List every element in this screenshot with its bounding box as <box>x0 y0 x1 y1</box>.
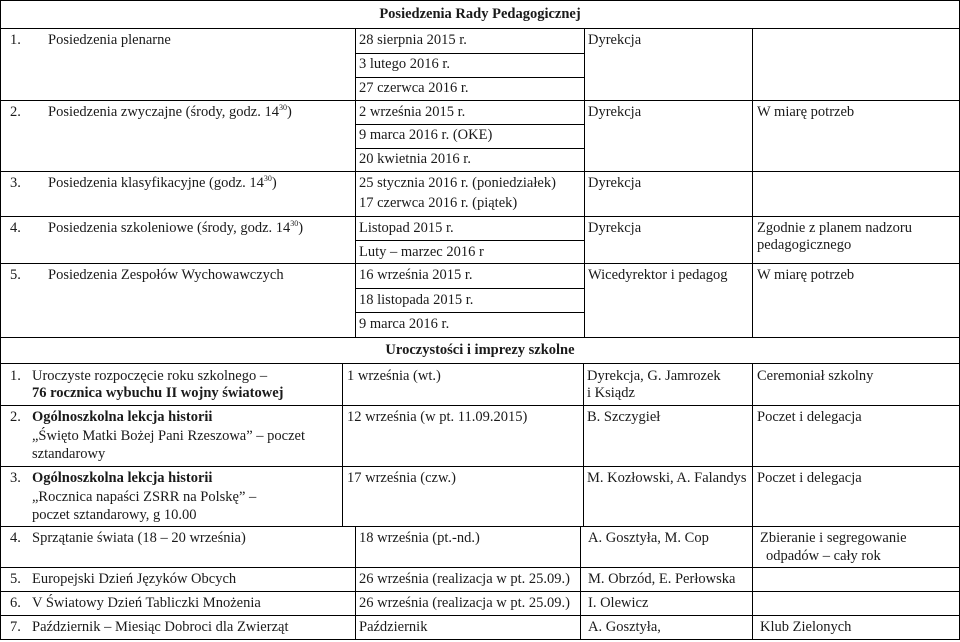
row-name: Październik – Miesiąc Dobroci dla Zwierząt <box>32 619 289 635</box>
row-notes: Poczet i delegacja <box>757 470 862 486</box>
row-responsible: M. Kozłowski, A. Falandys <box>587 470 747 486</box>
rule <box>0 526 960 527</box>
rule <box>584 28 585 337</box>
rule <box>583 363 584 526</box>
row-name: poczet sztandarowy, g 10.00 <box>32 507 197 523</box>
row-notes: Poczet i delegacja <box>757 409 862 425</box>
row-name: Ogólnoszkolna lekcja historii <box>32 470 213 486</box>
row-number: 6. <box>10 595 21 611</box>
row-number: 3. <box>10 175 21 191</box>
rule <box>0 615 960 616</box>
row-date: 20 kwietnia 2016 r. <box>359 151 471 167</box>
row-name: Ogólnoszkolna lekcja historii <box>32 409 213 425</box>
row-name: „Rocznica napaści ZSRR na Polskę” – <box>32 489 257 505</box>
rule <box>580 526 581 639</box>
row-notes: W miarę potrzeb <box>757 267 855 283</box>
row-notes: pedagogicznego <box>757 237 852 253</box>
row-responsible: M. Obrzód, E. Perłowska <box>588 571 736 587</box>
row-number: 7. <box>10 619 21 635</box>
row-name: Sprzątanie świata (18 – 20 września) <box>32 530 246 546</box>
row-date: 2 września 2015 r. <box>359 104 466 120</box>
rule <box>355 28 356 337</box>
row-number: 5. <box>10 571 21 587</box>
row-responsible: i Ksiądz <box>587 385 635 401</box>
row-number: 2. <box>10 104 21 120</box>
row-name: V Światowy Dzień Tabliczki Mnożenia <box>32 595 261 611</box>
row-name: Uroczyste rozpoczęcie roku szkolnego – <box>32 368 268 384</box>
row-number: 5. <box>10 267 21 283</box>
rule <box>752 526 753 639</box>
row-responsible: Wicedyrektor i pedagog <box>588 267 728 283</box>
row-name: sztandarowy <box>32 446 106 462</box>
rule-left <box>0 0 1 640</box>
row-responsible: Dyrekcja, G. Jamrozek <box>587 368 721 384</box>
row-date: 3 lutego 2016 r. <box>359 56 451 72</box>
row-notes: Zbieranie i segregowanie <box>760 530 907 546</box>
row-date: 12 września (w pt. 11.09.2015) <box>347 409 528 425</box>
section-title: Posiedzenia Rady Pedagogicznej <box>379 6 581 22</box>
row-date: 18 września (pt.-nd.) <box>359 530 480 546</box>
row-date: 9 marca 2016 r. (OKE) <box>359 127 493 143</box>
row-name: Posiedzenia Zespołów Wychowawczych <box>48 267 284 283</box>
rule-bottom <box>0 639 960 640</box>
row-number: 4. <box>10 530 21 546</box>
row-notes: odpadów – cały rok <box>766 548 881 564</box>
row-name: 76 rocznica wybuchu II wojny światowej <box>32 385 284 401</box>
row-responsible: Dyrekcja <box>588 220 642 236</box>
row-date: 18 listopada 2015 r. <box>359 292 474 308</box>
row-responsible: A. Gosztyła, <box>588 619 661 635</box>
row-name: Posiedzenia zwyczajne (środy, godz. $14^{30}$) <box>48 103 292 120</box>
rule <box>752 28 753 337</box>
row-responsible: Dyrekcja <box>588 175 642 191</box>
row-notes: Zgodnie z planem nadzoru <box>757 220 913 236</box>
rule <box>0 567 960 568</box>
row-number: 1. <box>10 368 21 384</box>
row-date: 1 września (wt.) <box>347 368 441 384</box>
row-date: Listopad 2015 r. <box>359 220 454 236</box>
rule-top <box>0 0 960 1</box>
row-responsible: A. Gosztyła, M. Cop <box>588 530 709 546</box>
row-notes: Ceremoniał szkolny <box>757 368 874 384</box>
section-title: Uroczystości i imprezy szkolne <box>385 342 575 358</box>
row-date: 25 stycznia 2016 r. (poniedziałek) <box>359 175 556 191</box>
row-date: 28 sierpnia 2015 r. <box>359 32 467 48</box>
row-name: Europejski Dzień Języków Obcych <box>32 571 237 587</box>
row-date: 16 września 2015 r. <box>359 267 473 283</box>
row-date: 26 września (realizacja w pt. 25.09.) <box>359 595 570 611</box>
row-name: Posiedzenia plenarne <box>48 32 171 48</box>
rule <box>355 148 584 149</box>
rule <box>355 53 584 54</box>
rule <box>342 363 343 526</box>
rule <box>0 171 960 172</box>
row-date: Luty – marzec 2016 r <box>359 244 484 260</box>
rule <box>0 263 960 264</box>
rule <box>0 28 960 29</box>
row-number: 1. <box>10 32 21 48</box>
row-responsible: B. Szczygieł <box>587 409 661 425</box>
row-name: „Święto Matki Bożej Pani Rzeszowa” – poczet <box>32 428 306 444</box>
rule <box>355 240 584 241</box>
row-notes: W miarę potrzeb <box>757 104 855 120</box>
row-name: Posiedzenia szkoleniowe (środy, godz. $14^{30}$) <box>48 219 304 236</box>
row-number: 2. <box>10 409 21 425</box>
row-responsible: Dyrekcja <box>588 104 642 120</box>
rule <box>0 216 960 217</box>
rule <box>0 591 960 592</box>
row-number: 4. <box>10 220 21 236</box>
row-date: Październik <box>359 619 428 635</box>
rule <box>0 337 960 338</box>
rule <box>355 124 584 125</box>
rule <box>355 312 584 313</box>
row-date: 17 września (czw.) <box>347 470 456 486</box>
rule <box>0 363 960 364</box>
rule <box>0 405 960 406</box>
row-responsible: Dyrekcja <box>588 32 642 48</box>
rule <box>752 363 753 526</box>
row-date: 26 września (realizacja w pt. 25.09.) <box>359 571 570 587</box>
row-name: Posiedzenia klasyfikacyjne (godz. $14^{30}$) <box>48 174 277 191</box>
rule <box>0 100 960 101</box>
row-date: 9 marca 2016 r. <box>359 316 450 332</box>
row-responsible: I. Olewicz <box>588 595 649 611</box>
rule <box>355 77 584 78</box>
row-date: 27 czerwca 2016 r. <box>359 80 469 96</box>
rule <box>0 466 960 467</box>
rule <box>355 288 584 289</box>
row-date: 17 czerwca 2016 r. (piątek) <box>359 195 518 211</box>
row-number: 3. <box>10 470 21 486</box>
row-notes: Klub Zielonych <box>760 619 852 635</box>
rule <box>355 526 356 639</box>
